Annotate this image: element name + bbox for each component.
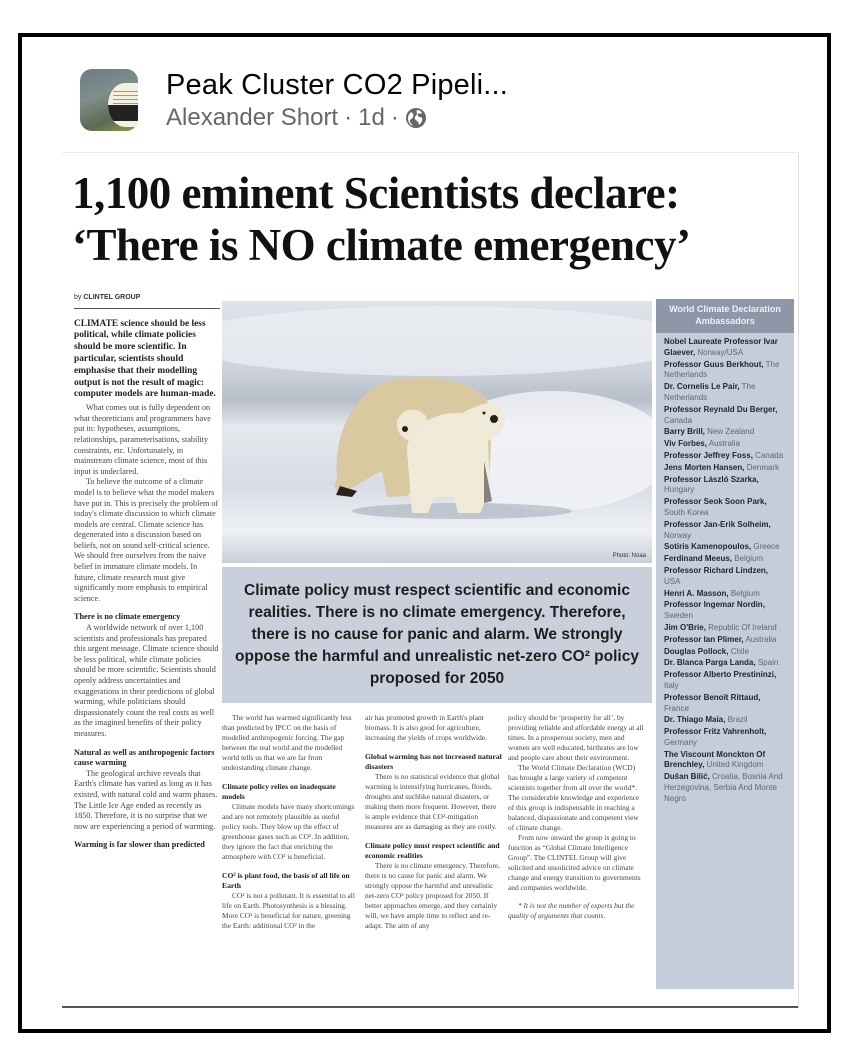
page-name-link[interactable]: Peak Cluster CO2 Pipeli... <box>166 69 509 101</box>
ambassador-entry <box>664 337 786 359</box>
ambassador-list <box>656 333 794 805</box>
ambassador-name: Professor Seok Soon Park, <box>664 497 767 507</box>
article-lede: CLIMATE science should be less political, while climate policies should be more scientific. In particular, scientists should emphasise that their modelling output is not the result of magic: computer models are human-made. <box>74 318 216 400</box>
article-left-column <box>74 293 220 851</box>
ambassador-country: Greece <box>753 542 780 552</box>
ambassador-name: Douglas Pollock, <box>664 646 729 656</box>
ambassador-name: Professor László Szarka, <box>664 474 759 484</box>
ambassador-entry <box>664 497 786 519</box>
body-paragraph: The geological archive reveals that Earth's climate has varied as long as it has existed, with natural cold and warm phases. The Little Ice Age ended as recently as 1850. Therefore, it is no surprise that we now are experiencing a period of warming. <box>74 768 218 831</box>
subheading: Climate policy relies on inadequate models <box>222 782 336 801</box>
ambassador-name: Professor Benoît Rittaud, <box>664 692 761 702</box>
ambassador-entry <box>664 405 786 427</box>
body-paragraph: A worldwide network of over 1,100 scientists and professionals has prepared this urgent message. Climate science should be less political, while climate policies should be more scientific. Scientists should openly address uncertainties and exaggerations in their predictions of global warming, while politicians should dispassionately count the real costs as well as the imagined benefits of their policy measures. <box>74 623 219 738</box>
body-paragraph: What comes out is fully dependent on what theoreticians and programmers have put in: hypotheses, assumptions, relationships, parameterisations, stability constraints, etc. Unfortunately, in mainstream climate science, most of this input is undeclared. <box>74 403 211 476</box>
body-paragraph: Climate models have many shortcomings and are not remotely plausible as useful policy tools. They blow up the effect of greenhouse gases such as CO². In addition, they ignore the fact that enriching the atmosphere with CO² is beneficial. <box>222 802 355 861</box>
subheading: Global warming has not increased natural disasters <box>365 752 502 771</box>
subheading: CO² is plant food, the basis of all life on Earth <box>222 871 350 890</box>
ambassador-name: Henri A. Masson, <box>664 588 729 598</box>
ambassador-entry <box>664 623 786 634</box>
ambassador-entry <box>664 475 786 497</box>
ambassador-name: Ferdinand Meeus, <box>664 554 733 564</box>
ambassador-name: Dr. Cornelis Le Pair, <box>664 382 740 392</box>
post-meta <box>166 104 427 132</box>
ambassador-name: Professor Jeffrey Foss, <box>664 450 753 460</box>
footnote: * It is not the number of experts but the quality of arguments that counts. <box>508 901 635 920</box>
ambassador-country: The Netherlands <box>664 382 756 402</box>
ambassador-entry <box>664 360 786 382</box>
avatar-inset-image <box>108 83 138 127</box>
ambassador-entry <box>664 382 786 404</box>
article-headline <box>72 167 802 271</box>
headline-line-1: 1,100 eminent Scientists declare: <box>72 168 680 218</box>
body-paragraph: To believe the outcome of a climate model is to believe what the model makers have put in. This is precisely the problem of today's climate discussion to which climate models are central. Climate science has degenerated into a discussion based on beliefs, not on sound self-critical science. We should free ourselves from the naive belief in immature climate models. In future, climate research must give significantly more emphasis to empirical science. <box>74 477 219 603</box>
ambassador-name: Jim O'Brie, <box>664 622 706 632</box>
ambassador-country: Australia <box>745 634 777 644</box>
ambassador-country: The Netherlands <box>664 359 780 380</box>
ambassador-name: Professor Alberto Prestininzi, <box>664 670 777 680</box>
ambassador-name: Barry Brill, <box>664 427 705 437</box>
ambassador-country: Brazil <box>727 715 748 725</box>
ambassador-entry <box>664 727 786 749</box>
sidebar-title: World Climate Declaration Ambassadors <box>656 299 794 333</box>
subheading: Warming is far slower than predicted <box>74 840 205 850</box>
ambassador-country: France <box>664 703 689 713</box>
ambassador-entry <box>664 451 786 462</box>
separator: · <box>344 104 353 131</box>
ambassador-name: Professor Guus Berkhout, <box>664 359 764 369</box>
ambassador-entry <box>664 750 786 772</box>
ambassador-name: The Viscount Monckton Of Brenchley, <box>664 749 766 770</box>
photo-credit: Photo: Noaa <box>612 553 646 559</box>
ambassador-entry <box>664 463 786 474</box>
body-paragraph: air has promoted growth in Earth's plant biomass. It is also good for agriculture, increasing the yields of crops worldwide. <box>365 713 487 742</box>
ambassador-country: Norway <box>664 530 692 540</box>
body-paragraph: There is no climate emergency. Therefore, there is no cause for panic and alarm. We strongly oppose the harmful and unrealistic net-zero CO² policy proposed for 2050. If better approaches emerge, and they certainly will, we have ample time to reflect and re-adapt. The aim of any <box>365 861 501 930</box>
ambassador-entry <box>664 715 786 726</box>
ambassador-country: Australia <box>708 439 740 449</box>
body-paragraph: There is no statistical evidence that global warming is intensifying hurricanes, floods, droughts and suchlike natural disasters, or making them more frequent. However, there is ample evidence that CO²-mitigation measures are as damaging as they are costly. <box>365 772 500 831</box>
ambassador-name: Professor Fritz Vahrenholt, <box>664 727 767 737</box>
ambassador-name: Professor Ingemar Nordin, <box>664 600 765 610</box>
ambassador-entry <box>664 439 786 450</box>
article-bottom-rule <box>62 1006 798 1008</box>
ambassador-name: Jens Morten Hansen, <box>664 462 745 472</box>
ambassador-entry <box>664 600 786 622</box>
ambassador-country: New Zealand <box>707 427 755 437</box>
ambassador-country: Belgium <box>730 588 760 598</box>
ambassador-name: Dušan Bilić, <box>664 772 710 782</box>
body-column-2 <box>365 713 502 931</box>
ambassador-name: Professor Ian Plimer, <box>664 634 744 644</box>
ambassador-country: Canada <box>755 450 784 460</box>
ambassador-name: Viv Forbes, <box>664 439 707 449</box>
ambassador-country: Denmark <box>746 462 780 472</box>
ambassador-country: South Korea <box>664 507 709 517</box>
ambassador-country: Norway/USA <box>697 347 744 357</box>
ambassador-country: Belgium <box>734 554 764 564</box>
author-name-link[interactable]: Alexander Short <box>166 104 339 131</box>
ambassador-name: Dr. Thiago Maia, <box>664 715 726 725</box>
subheading: Natural as well as anthropogenic factors cause warming <box>74 747 215 768</box>
ambassador-entry <box>664 693 786 715</box>
post-timestamp[interactable]: 1d <box>358 104 385 131</box>
ambassador-entry <box>664 542 786 553</box>
ambassador-country: Hungary <box>664 485 695 495</box>
ambassador-entry <box>664 520 786 542</box>
ambassador-entry <box>664 647 786 658</box>
headline-line-2: ‘There is NO climate emergency’ <box>72 220 691 270</box>
byline-org: CLINTEL GROUP <box>83 294 141 301</box>
separator: · <box>390 104 399 131</box>
subheading: Climate policy must respect scientific and economic realities <box>365 841 500 860</box>
ambassador-country: United Kingdom <box>706 760 764 770</box>
shared-article-image[interactable] <box>62 152 799 1008</box>
ambassador-entry <box>664 566 786 588</box>
ambassador-name: Nobel Laureate Professor Ivar Glaever, <box>664 337 778 357</box>
page-avatar[interactable] <box>80 69 138 131</box>
ambassador-entry <box>664 635 786 646</box>
byline: by CLINTEL GROUP <box>74 293 220 309</box>
ambassador-name: Professor Richard Lindzen, <box>664 565 769 575</box>
ambassadors-sidebar <box>656 299 794 989</box>
callout-text: Climate policy must respect scientific and economic realities. There is no climate emergency. Therefore, there is no cause for panic and alarm. We strongly oppose the harmful and unrealistic net-zero CO² policy proposed for 2050 <box>235 582 639 687</box>
post-header <box>80 67 680 137</box>
ambassador-entry <box>664 554 786 565</box>
ambassador-country: Spain <box>757 658 779 668</box>
ambassador-entry <box>664 772 786 804</box>
ambassador-country: Germany <box>664 737 697 747</box>
ambassador-country: Croatia, Bosnia And Herzegovina, Serbia And Monte Negro <box>664 772 783 803</box>
polar-bear-photo <box>222 301 652 563</box>
ambassador-name: Professor Jan-Erik Solheim, <box>664 519 771 529</box>
ambassador-country: Italy <box>664 680 679 690</box>
ambassador-country: Canada <box>664 415 693 425</box>
ambassador-entry <box>664 427 786 438</box>
ambassador-entry <box>664 589 786 600</box>
article-body-columns <box>222 713 652 931</box>
body-column-3 <box>508 713 645 931</box>
ambassador-country: USA <box>664 576 681 586</box>
ambassador-name: Sotiris Kamenopoulos, <box>664 542 752 552</box>
subheading: There is no climate emergency <box>74 612 181 622</box>
ambassador-country: Republic Of Ireland <box>708 622 777 632</box>
body-paragraph: The World Climate Declaration (WCD) has brought a large variety of competent scientists together from all over the world*. The considerable knowledge and experience of this group is indispensable in reaching a balanced, dispassionate and competent view of climate change. <box>508 763 640 832</box>
body-paragraph: The world has warmed significantly less than predicted by IPCC on the basis of modelled anthropogenic forcing. The gap between the real world and the modelled world tells us that we are far from understanding climate change. <box>222 713 352 772</box>
ambassador-country: Chile <box>730 646 749 656</box>
ambassador-name: Dr. Blanca Parga Landa, <box>664 658 756 668</box>
polar-bears-illustration <box>222 301 652 563</box>
ambassador-name: Professor Reynald Du Berger, <box>664 404 778 414</box>
body-column-1 <box>222 713 359 931</box>
callout-box <box>222 567 652 703</box>
globe-icon <box>405 107 427 129</box>
ambassador-country: Sweden <box>664 611 693 621</box>
ambassador-entry <box>664 658 786 669</box>
body-paragraph: From now onward the group is going to function as “Global Climate Intelligence Group”. The CLINTEL Group will give solicited and unsolicited advice on climate change and energy transition to governments and companies worldwide. <box>508 833 641 892</box>
ambassador-entry <box>664 670 786 692</box>
body-paragraph: policy should be ‘prosperity for all’, by providing reliable and affordable energy at all times. In a prosperous society, men and women are well educated, birthrates are low and people care about their environment. <box>508 713 644 762</box>
body-paragraph: CO² is not a pollutant. It is essential to all life on Earth. Photosynthesis is a blessing. More CO² is beneficial for nature, greening the Earth: additional CO² in the <box>222 891 355 930</box>
